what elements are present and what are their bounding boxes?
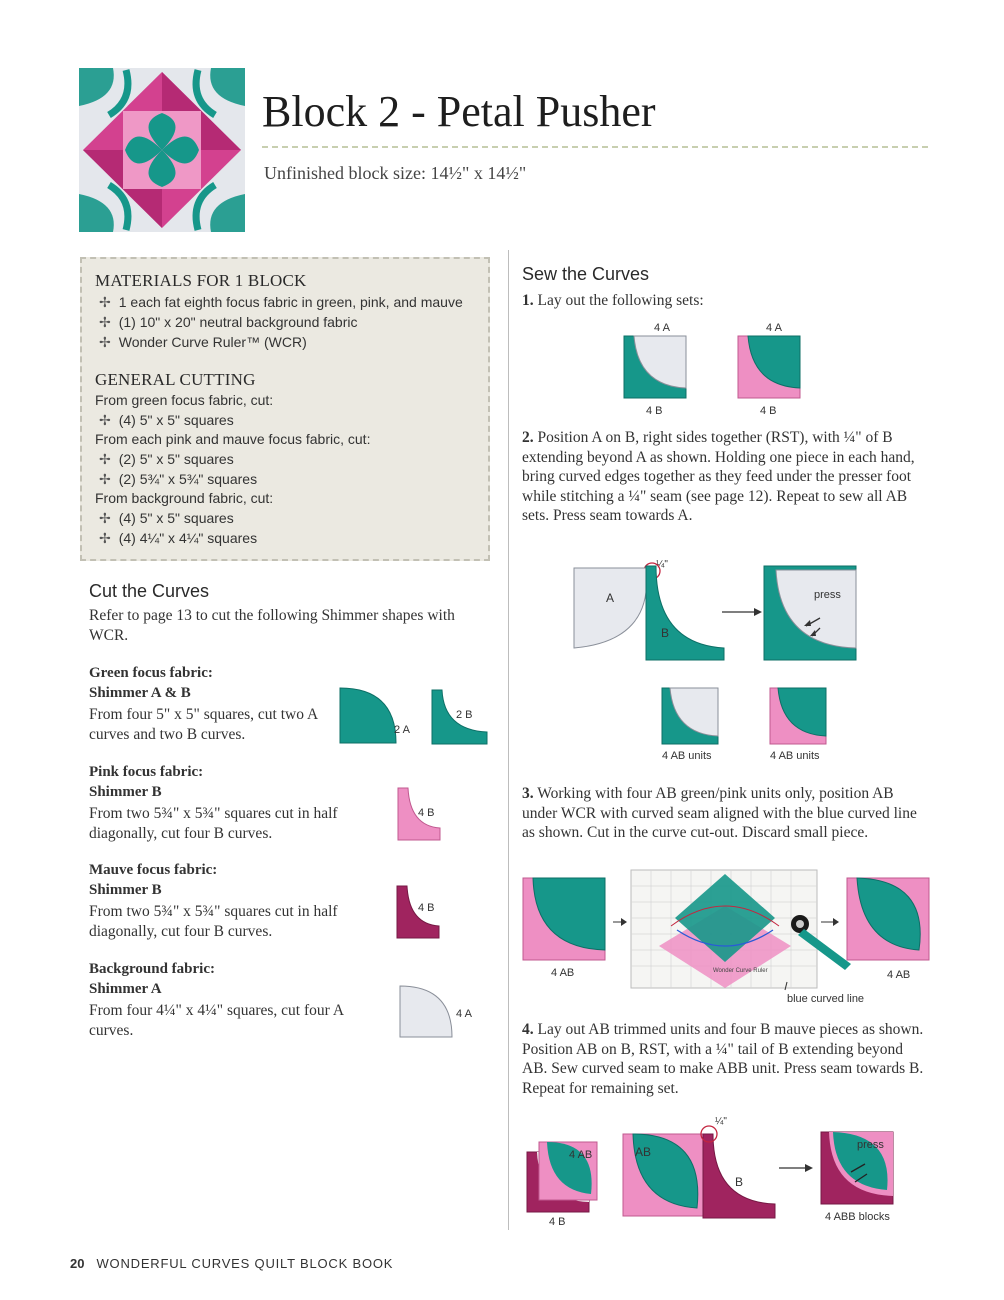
step1-label-b2: 4 B (760, 405, 777, 417)
cutting-bullet-text: (2) 5¾" x 5¾" squares (118, 471, 258, 487)
materials-item: ✢ (1) 10" x 20" neutral background fabric (99, 314, 358, 330)
cutting-bullet-text: (4) 5" x 5" squares (118, 412, 234, 428)
background-shape-a-diagram (400, 986, 454, 1043)
green-fabric-label: Green focus fabric: (89, 665, 213, 681)
materials-item-text: 1 each fat eighth focus fabric in green, pink, and mauve (118, 294, 463, 310)
step4-result: 4 ABB blocks (825, 1211, 890, 1223)
cutting-bullet-text: (4) 5" x 5" squares (118, 510, 234, 526)
step2-label-b: B (661, 626, 670, 640)
pink-fabric-label: Pink focus fabric: (89, 764, 204, 780)
page-footer (70, 1256, 393, 1271)
materials-item-text: Wonder Curve Ruler™ (WCR) (118, 334, 307, 350)
step4-ab-big: AB (635, 1145, 652, 1159)
background-a-tag: 4 A (456, 1008, 472, 1020)
green-shape-a-diagram (340, 688, 400, 749)
mauve-b-tag: 4 B (418, 902, 435, 914)
step-2-number: 2. (522, 429, 534, 446)
step-1-diagram (620, 320, 840, 425)
green-shape-label: Shimmer A & B (89, 685, 191, 701)
step2-units-1: 4 AB units (662, 750, 712, 762)
cutting-bullet: ✢ (2) 5" x 5" squares (99, 451, 234, 467)
step-4-diagram (525, 1112, 905, 1237)
green-a-tag: 2 A (394, 724, 410, 736)
step3-ruler: Wonder Curve Ruler (713, 968, 768, 974)
pink-shape-label: Shimmer B (89, 784, 162, 800)
cutting-bullet: ✢ (4) 5" x 5" squares (99, 412, 234, 428)
step2-units-2: 4 AB units (770, 750, 820, 762)
step2-press: press (814, 589, 841, 601)
step3-ab-right: 4 AB (887, 969, 911, 981)
block-photo (79, 68, 245, 232)
step1-label-b1: 4 B (646, 405, 663, 417)
step-3-number: 3. (522, 785, 534, 802)
cutting-line: From green focus fabric, cut: (95, 392, 274, 408)
background-cut-text: From four 4¼" x 4¼" squares, cut four A curves. (89, 1002, 344, 1039)
materials-item: ✢ 1 each fat eighth focus fabric in green, pink, and mauve (99, 294, 463, 310)
step4-press: press (857, 1139, 884, 1151)
step-2-body: Position A on B, right sides together (RST), with ¼" of B extending beyond A as shown. Holding one piece in each hand, bring curved edges together as they feed under the presser foot while stitching a ¼" seam (see page 12). Repeat to sew all AB sets. Press seam towards A. (522, 429, 915, 525)
title-divider (262, 146, 928, 148)
step-3-diagram (521, 866, 921, 1011)
step-1-number: 1. (522, 292, 534, 309)
step1-label-a2: 4 A (766, 322, 782, 334)
background-fabric-label: Background fabric: (89, 961, 215, 977)
cutting-bullet: ✢ (2) 5¾" x 5¾" squares (99, 471, 258, 487)
book-title: WONDERFUL CURVES QUILT BLOCK BOOK (96, 1256, 394, 1271)
cutting-bullet-text: (4) 4¼" x 4¼" squares (118, 530, 258, 546)
mauve-fabric-label: Mauve focus fabric: (89, 862, 218, 878)
step-3-text (522, 784, 924, 843)
cut-curves-intro: Refer to page 13 to cut the following Shimmer shapes with WCR. (89, 607, 455, 644)
step3-ab-left: 4 AB (551, 967, 575, 979)
step1-label-a1: 4 A (654, 322, 670, 334)
background-shape-label: Shimmer A (89, 981, 162, 997)
cutting-bullet: ✢ (4) 4¼" x 4¼" squares (99, 530, 258, 546)
cutting-line: From background fabric, cut: (95, 490, 274, 506)
green-b-tag: 2 B (456, 709, 473, 721)
materials-item-text: (1) 10" x 20" neutral background fabric (118, 314, 358, 330)
materials-item: ✢ Wonder Curve Ruler™ (WCR) (99, 334, 307, 350)
mauve-shape-label: Shimmer B (89, 882, 162, 898)
step3-blue-line: blue curved line (787, 993, 865, 1005)
step-2-diagram (574, 556, 864, 771)
step4-quarter: ¼" (715, 1116, 727, 1127)
mauve-cut-text: From two 5¾" x 5¾" squares cut in half diagonally, cut four B curves. (89, 903, 338, 940)
step-4-body: Lay out AB trimmed units and four B mauve pieces as shown. Position AB on B, RST, with a ¼" tail of B extending beyond AB. Sew curved seam to make ABB unit. Press seam towards B. Repeat for remaining set. (522, 1021, 924, 1097)
step-4-text (522, 1020, 924, 1098)
pink-cut-text: From two 5¾" x 5¾" squares cut in half diagonally, cut four B curves. (89, 805, 338, 842)
cutting-line: From each pink and mauve focus fabric, cut: (95, 431, 371, 447)
cutting-bullet-text: (2) 5" x 5" squares (118, 451, 234, 467)
cutting-bullet: ✢ (4) 5" x 5" squares (99, 510, 234, 526)
pink-b-tag: 4 B (418, 807, 435, 819)
page-title: Block 2 - Petal Pusher (262, 87, 656, 136)
step-1-text (522, 291, 922, 311)
step-2-text (522, 428, 920, 526)
materials-box (80, 257, 490, 561)
step-3-body: Working with four AB green/pink units only, position AB under WCR with curved seam aligned with the blue curved line as shown. Cut in the curve cut-out. Discard small piece. (522, 785, 917, 842)
block-size-subtitle: Unfinished block size: 14½" x 14½" (264, 163, 527, 183)
step2-quarter: ¼" (656, 559, 668, 570)
step4-b-big: B (735, 1175, 744, 1189)
column-divider (508, 250, 509, 1230)
mauve-shape-b-diagram (397, 886, 441, 945)
sew-curves-title: Sew the Curves (522, 264, 650, 284)
step-4-number: 4. (522, 1021, 534, 1038)
step4-ab-small: 4 AB (569, 1149, 593, 1161)
materials-heading: MATERIALS FOR 1 BLOCK (95, 271, 307, 290)
step2-label-a: A (606, 591, 615, 605)
step4-b-small: 4 B (549, 1216, 566, 1228)
green-cut-text: From four 5" x 5" squares, cut two A curves and two B curves. (89, 706, 318, 743)
step-1-body: Lay out the following sets: (537, 292, 704, 309)
cut-curves-title: Cut the Curves (89, 581, 210, 601)
page-number: 20 (70, 1256, 85, 1271)
cutting-heading: GENERAL CUTTING (95, 370, 256, 389)
